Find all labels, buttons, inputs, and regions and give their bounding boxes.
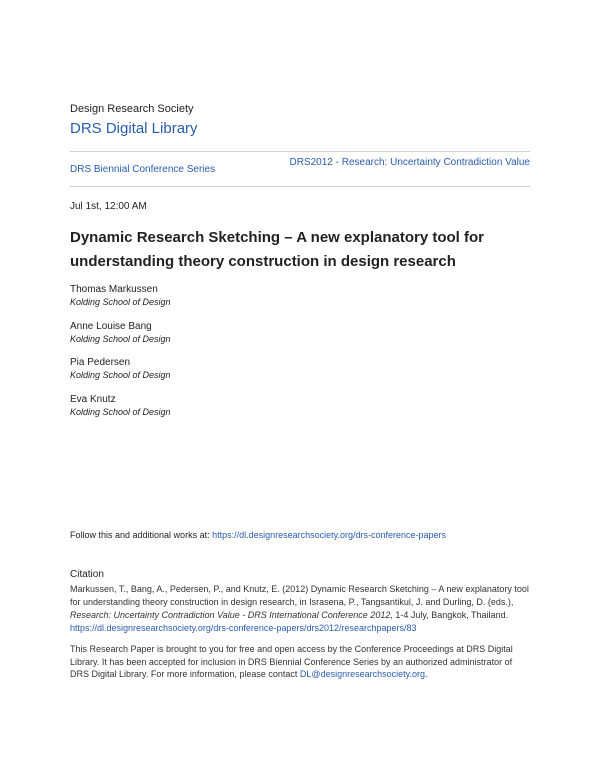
author-affiliation: Kolding School of Design	[70, 407, 171, 417]
collection-link[interactable]: https://dl.designresearchsociety.org/drs-conference-papers	[212, 530, 447, 540]
citation-body-end: , 1-4 July, Bangkok, Thailand.	[390, 610, 509, 620]
notice-end: .	[424, 669, 428, 679]
citation-heading: Citation	[70, 569, 104, 580]
series-link[interactable]: DRS Biennial Conference Series	[70, 164, 216, 175]
author-affiliation: Kolding School of Design	[70, 370, 171, 380]
citation-link[interactable]: https://dl.designresearchsociety.org/drs-conference-papers/drs2012/researchpapers/83	[70, 623, 417, 633]
notice-text: This Research Paper is brought to you for free and open access by the Conference Proceedings at DRS Digital Library. It has been accepted for inclusion in DRS Biennial Conference Series by an authorized administrator of DRS Digital Library. For more information, please contact	[70, 644, 513, 679]
paper-title: Dynamic Research Sketching – A new explanatory tool for understanding theory construction in design research	[70, 229, 485, 270]
citation-body: Markussen, T., Bang, A., Pedersen, P., and Knutz, E. (2012) Dynamic Research Sketching – A new explanatory tool for understanding theory construction in design research, in Israsena, P., Tangsantikul, J. and Durling, D. (eds.),	[70, 584, 529, 607]
divider	[70, 186, 530, 187]
follow-text: Follow this and additional works at:	[70, 530, 213, 540]
contact-email-link[interactable]: DL@designresearchsociety.org	[299, 669, 425, 679]
author-affiliation: Kolding School of Design	[70, 297, 171, 307]
divider	[70, 151, 530, 152]
author-name: Eva Knutz	[70, 394, 116, 405]
author-affiliation: Kolding School of Design	[70, 334, 171, 344]
author-block	[70, 320, 171, 346]
follow-line	[70, 530, 446, 540]
conference-link[interactable]: DRS2012 - Research: Uncertainty Contradiction Value	[289, 157, 530, 168]
author-name: Pia Pedersen	[70, 357, 131, 368]
author-name: Anne Louise Bang	[70, 321, 152, 332]
event-date: Jul 1st, 12:00 AM	[70, 201, 147, 212]
society-name: Design Research Society	[70, 103, 194, 115]
citation-text	[70, 583, 530, 635]
access-notice	[70, 643, 530, 681]
library-link[interactable]: DRS Digital Library	[70, 120, 198, 137]
author-block	[70, 356, 171, 382]
author-name: Thomas Markussen	[70, 284, 158, 295]
author-block	[70, 283, 171, 309]
author-block	[70, 393, 171, 419]
citation-proceedings: Research: Uncertainty Contradiction Value - DRS International Conference 2012	[70, 610, 391, 620]
